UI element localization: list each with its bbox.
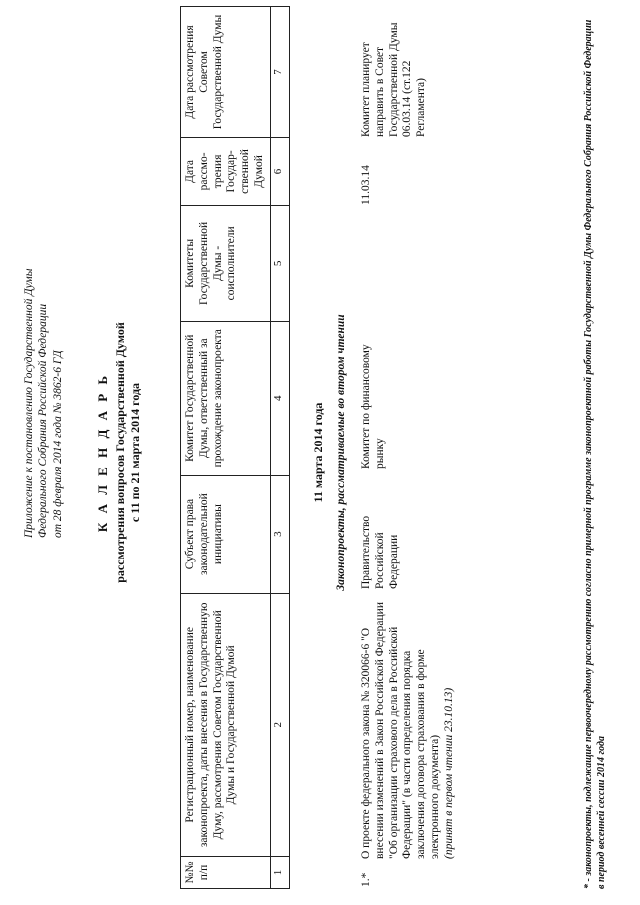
column-header-council-date: Дата рассмотрения Советом Государственной Думы bbox=[181, 7, 271, 138]
column-number: 3 bbox=[270, 475, 289, 593]
column-header-duma-date: Дата рассмо-трения Государ-ственной Думой bbox=[181, 137, 271, 205]
entry-description-cell bbox=[360, 599, 457, 859]
entry-number: 1.* bbox=[360, 872, 372, 887]
entry-description: О проекте федерального закона № 320066-6 "О внесении изменений в Закон Российской Федерации "Об организации страхового дела в Российской Федерации" (в части определения порядка заключения договора страхования в форме электронного документа) bbox=[360, 602, 441, 859]
footnote: * - законопроекты, подлежащие первоочередному рассмотрению согласно примерной программе законопроектной работы Государственной Думы Федерального Собрания Российской Федерации в период весенней сессии 2014 года bbox=[583, 19, 607, 889]
calendar-table bbox=[180, 6, 290, 889]
appendix-line-2: Федерального Собрания Российской Федерации bbox=[37, 303, 50, 538]
document-subtitle: рассмотрения вопросов Государственной Думой bbox=[113, 322, 127, 583]
document-period: с 11 по 21 марта 2014 года bbox=[128, 382, 142, 523]
appendix-line-1: Приложение к постановлению Государственной Думы bbox=[23, 268, 35, 538]
entry-subject: Правительство Российской Федерации bbox=[360, 515, 400, 589]
column-header-subject: Субъект права законодательной инициативы bbox=[181, 475, 271, 593]
entry-committee: Комитет по финансовому рынку bbox=[360, 344, 386, 469]
section-heading: Законопроекты, рассматриваемые во втором чтении bbox=[335, 314, 347, 591]
appendix-line-3: от 28 февраля 2014 года № 3862-6 ГД bbox=[51, 350, 64, 538]
entry-first-reading-note: (принят в первом чтении 23.10.13) bbox=[442, 687, 455, 859]
column-header-number: №№ п/п bbox=[181, 857, 271, 889]
document-title: К А Л Е Н Д А Р Ь bbox=[95, 372, 110, 533]
column-number: 6 bbox=[270, 137, 289, 205]
appendix-note bbox=[22, 38, 65, 538]
column-header-responsible-committee: Комитет Государственной Думы, ответственный за прохождение законопроекта bbox=[181, 321, 271, 475]
table-header-row bbox=[181, 7, 271, 889]
column-number: 7 bbox=[270, 7, 289, 138]
date-heading: 11 марта 2014 года bbox=[311, 402, 325, 503]
column-number: 1 bbox=[270, 857, 289, 889]
column-header-co-committees: Комитеты Государственной Думы - соисполнители bbox=[181, 205, 271, 321]
column-header-bill: Регистрационный номер, наименование законопроекта, даты внесения в Государственную Думу, рассмотрения Советом Государственной Думы и Государственной Думой bbox=[181, 593, 271, 857]
entry-council-plan: Комитет планирует направить в Совет Государственной Думы 06.03.14 (ст.122 Регламента) bbox=[360, 22, 428, 137]
table-number-row bbox=[270, 7, 289, 889]
entry-date: 11.03.14 bbox=[360, 165, 372, 205]
column-number: 5 bbox=[270, 205, 289, 321]
column-number: 4 bbox=[270, 321, 289, 475]
title-block bbox=[95, 0, 143, 905]
column-number: 2 bbox=[270, 593, 289, 857]
